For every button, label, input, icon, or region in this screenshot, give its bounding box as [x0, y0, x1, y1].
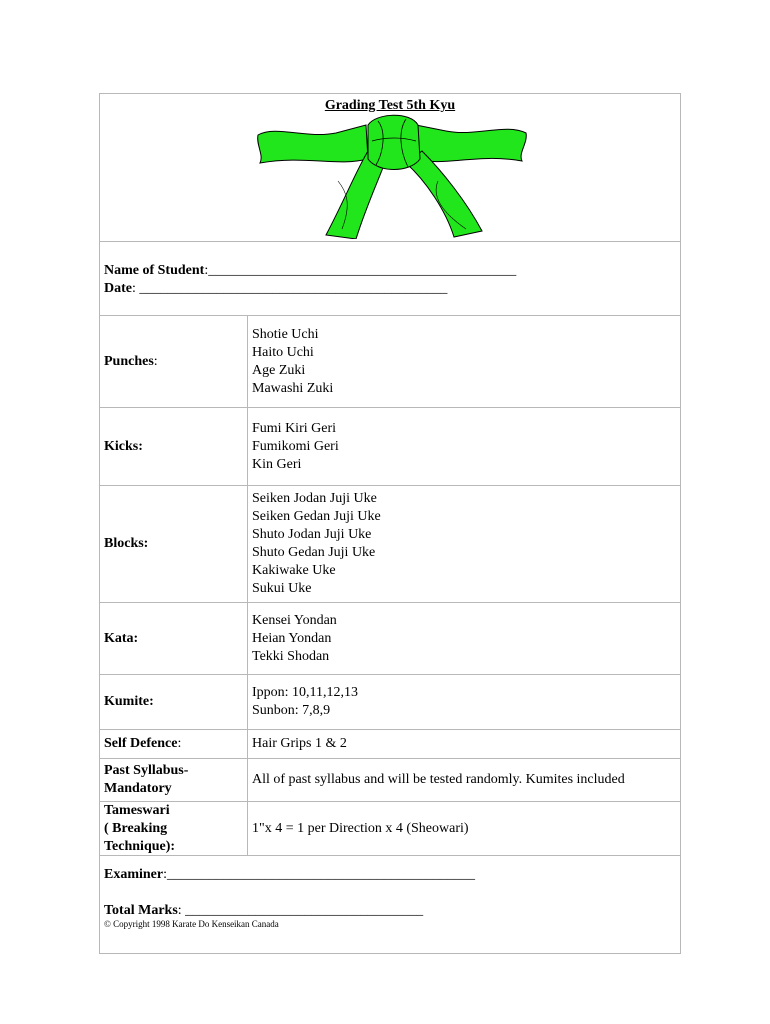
section-items	[248, 675, 680, 729]
section-label	[100, 675, 248, 729]
section-item: Shotie Uchi	[252, 326, 319, 342]
section-label	[100, 408, 248, 485]
section-label-text: Punches:	[104, 353, 158, 369]
section-item: Kin Geri	[252, 456, 302, 472]
section-label-text: Self Defence:	[104, 736, 182, 751]
section-item: Kensei Yondan	[252, 612, 337, 628]
page-title: Grading Test 5th Kyu	[324, 98, 456, 113]
section-label-text: Tameswari ( Breaking Technique):	[104, 802, 176, 854]
section-label	[100, 316, 248, 407]
section-item: Hair Grips 1 & 2	[252, 736, 347, 751]
section-item: 1"x 4 = 1 per Direction x 4 (Sheowari)	[252, 820, 469, 836]
section-row	[100, 674, 680, 729]
section-items	[248, 603, 680, 674]
grading-sheet	[99, 93, 681, 954]
section-item: Age Zuki	[252, 362, 306, 378]
section-row	[100, 801, 680, 855]
section-row	[100, 485, 680, 602]
examiner-field	[104, 866, 680, 884]
section-item: Haito Uchi	[252, 344, 314, 360]
section-item: Mawashi Zuki	[252, 380, 334, 396]
date-field	[104, 280, 680, 298]
section-row	[100, 315, 680, 407]
section-items	[248, 759, 680, 801]
date-blank: : ____________________________________________	[132, 281, 448, 296]
total-marks-field	[104, 902, 680, 920]
section-item: Seiken Jodan Juji Uke	[252, 491, 377, 506]
section-label-text: Past Syllabus- Mandatory	[104, 763, 189, 796]
section-item: Seiken Gedan Juji Uke	[252, 509, 381, 524]
section-label	[100, 759, 248, 801]
section-items	[248, 486, 680, 602]
footer-fields	[100, 855, 680, 953]
syllabus-table	[100, 315, 680, 855]
section-row	[100, 602, 680, 674]
section-row	[100, 407, 680, 485]
section-items	[248, 316, 680, 407]
student-name-blank: :____________________________________________	[204, 263, 517, 278]
section-item: Fumi Kiri Geri	[252, 420, 336, 436]
student-info	[100, 241, 680, 315]
title-row	[100, 94, 680, 241]
section-row	[100, 729, 680, 758]
section-item: Heian Yondan	[252, 630, 332, 646]
section-items	[248, 802, 680, 855]
copyright-notice: © Copyright 1998 Karate Do Kenseikan Canada	[104, 919, 279, 929]
total-marks-label: Total Marks	[104, 903, 178, 918]
section-label	[100, 603, 248, 674]
section-item: All of past syllabus and will be tested randomly. Kumites included	[252, 772, 625, 787]
examiner-blank: :____________________________________________	[163, 867, 475, 882]
date-label: Date	[104, 281, 132, 296]
green-belt-icon	[256, 111, 528, 239]
section-label-text: Blocks:	[104, 536, 149, 551]
section-label-text: Kicks:	[104, 438, 143, 454]
section-items	[248, 730, 680, 758]
section-label	[100, 730, 248, 758]
section-item: Shuto Jodan Juji Uke	[252, 527, 372, 542]
section-label-text: Kumite:	[104, 694, 154, 709]
section-item: Sukui Uke	[252, 581, 312, 596]
section-item: Sunbon: 7,8,9	[252, 703, 331, 718]
section-label	[100, 802, 248, 855]
student-name-field	[104, 262, 680, 280]
total-marks-blank: : __________________________________	[177, 903, 424, 918]
section-label	[100, 486, 248, 602]
section-item: Shuto Gedan Juji Uke	[252, 545, 376, 560]
section-row	[100, 758, 680, 801]
student-name-label: Name of Student	[104, 263, 205, 278]
section-label-text: Kata:	[104, 630, 139, 646]
section-items	[248, 408, 680, 485]
section-item: Fumikomi Geri	[252, 438, 339, 454]
section-item: Kakiwake Uke	[252, 563, 336, 578]
examiner-label: Examiner	[104, 867, 164, 882]
section-item: Ippon: 10,11,12,13	[252, 685, 359, 700]
section-item: Tekki Shodan	[252, 648, 330, 664]
